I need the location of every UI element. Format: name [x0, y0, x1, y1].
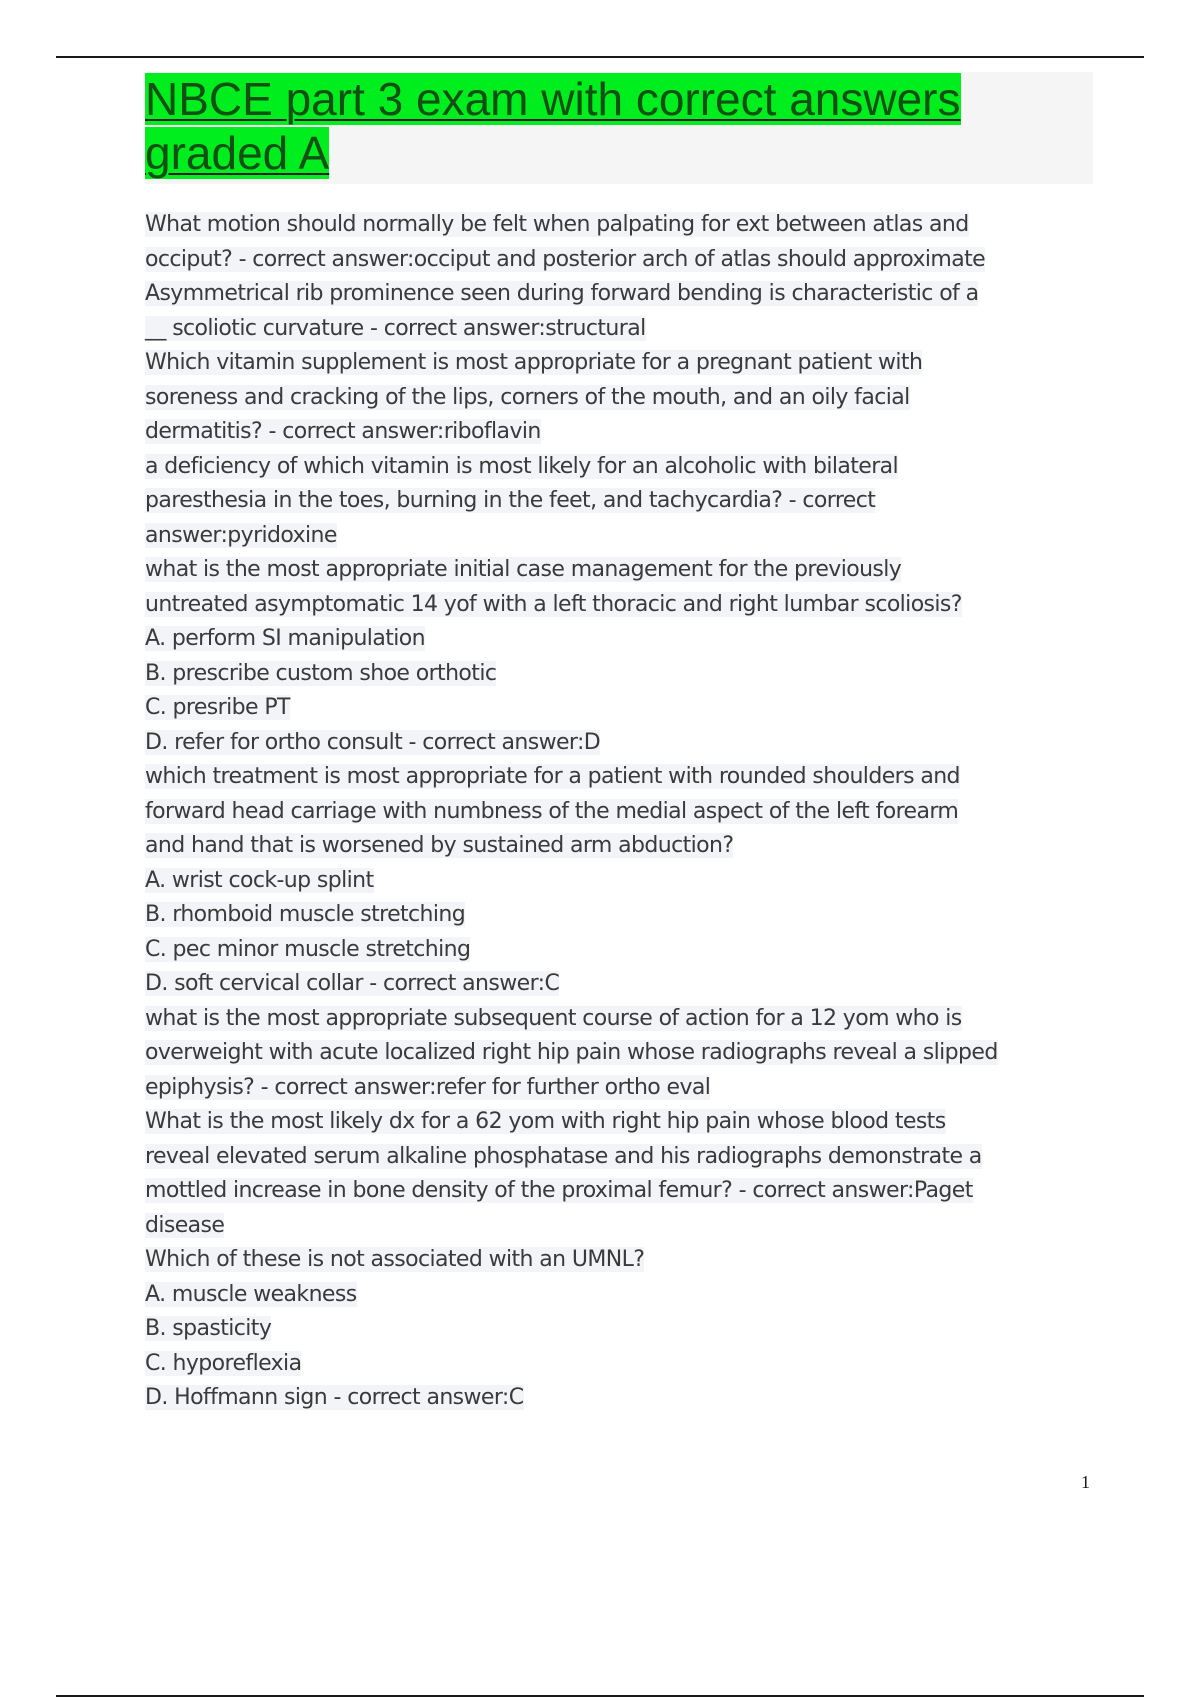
text-line: mottled increase in bone density of the proximal femur? - correct answer:Paget	[145, 1178, 973, 1203]
text-line: and hand that is worsened by sustained arm abduction?	[145, 833, 734, 858]
page-number: 1	[1081, 1472, 1090, 1492]
text-line: epiphysis? - correct answer:refer for further ortho eval	[145, 1074, 711, 1100]
text-line: dermatitis? - correct answer:riboflavin	[145, 419, 541, 444]
title-line-2: graded A	[145, 127, 330, 179]
text-line: soreness and cracking of the lips, corners of the mouth, and an oily facial	[145, 384, 910, 410]
text-line: Which of these is not associated with an UMNL?	[145, 1247, 645, 1272]
text-line: D. refer for ortho consult - correct answer:D	[145, 729, 601, 755]
text-line: answer:pyridoxine	[145, 522, 337, 548]
text-line: What is the most likely dx for a 62 yom with right hip pain whose blood tests	[145, 1109, 946, 1134]
text-line: reveal elevated serum alkaline phosphatase and his radiographs demonstrate a	[145, 1143, 982, 1169]
text-line: D. Hoffmann sign - correct answer:C	[145, 1385, 524, 1410]
text-line: D. soft cervical collar - correct answer:C	[145, 971, 560, 996]
document-body	[145, 208, 1090, 1416]
text-line: occiput? - correct answer:occiput and posterior arch of atlas should approximate	[145, 246, 986, 272]
text-line: C. pec minor muscle stretching	[145, 936, 471, 962]
text-line: what is the most appropriate initial case management for the previously	[145, 557, 902, 582]
text-line: B. prescribe custom shoe orthotic	[145, 660, 497, 686]
text-line: A. perform SI manipulation	[145, 626, 425, 651]
title-block	[145, 72, 1093, 184]
title-line-1: NBCE part 3 exam with correct answers	[145, 73, 961, 125]
text-line: forward head carriage with numbness of the medial aspect of the left forearm	[145, 798, 959, 824]
text-line: overweight with acute localized right hip pain whose radiographs reveal a slipped	[145, 1040, 998, 1065]
text-line: What motion should normally be felt when palpating for ext between atlas and	[145, 212, 969, 237]
text-line: B. rhomboid muscle stretching	[145, 902, 466, 927]
text-line: what is the most appropriate subsequent course of action for a 12 yom who is	[145, 1005, 962, 1031]
text-line: untreated asymptomatic 14 yof with a left thoracic and right lumbar scoliosis?	[145, 591, 962, 617]
text-line: C. presribe PT	[145, 695, 290, 720]
text-line: Asymmetrical rib prominence seen during forward bending is characteristic of a	[145, 281, 979, 306]
text-line: A. muscle weakness	[145, 1281, 357, 1307]
text-line: A. wrist cock-up splint	[145, 867, 374, 893]
text-line: which treatment is most appropriate for a patient with rounded shoulders and	[145, 764, 960, 789]
text-line: C. hyporeflexia	[145, 1350, 302, 1376]
bottom-divider	[56, 1695, 1144, 1697]
document-title	[145, 72, 1093, 180]
text-line: a deficiency of which vitamin is most likely for an alcoholic with bilateral	[145, 453, 899, 479]
top-divider	[56, 56, 1144, 58]
text-line: __ scoliotic curvature - correct answer:structural	[145, 315, 646, 341]
text-line: Which vitamin supplement is most appropriate for a pregnant patient with	[145, 350, 923, 375]
text-line: disease	[145, 1212, 225, 1238]
text-line: B. spasticity	[145, 1316, 272, 1341]
text-line: paresthesia in the toes, burning in the feet, and tachycardia? - correct	[145, 488, 876, 513]
